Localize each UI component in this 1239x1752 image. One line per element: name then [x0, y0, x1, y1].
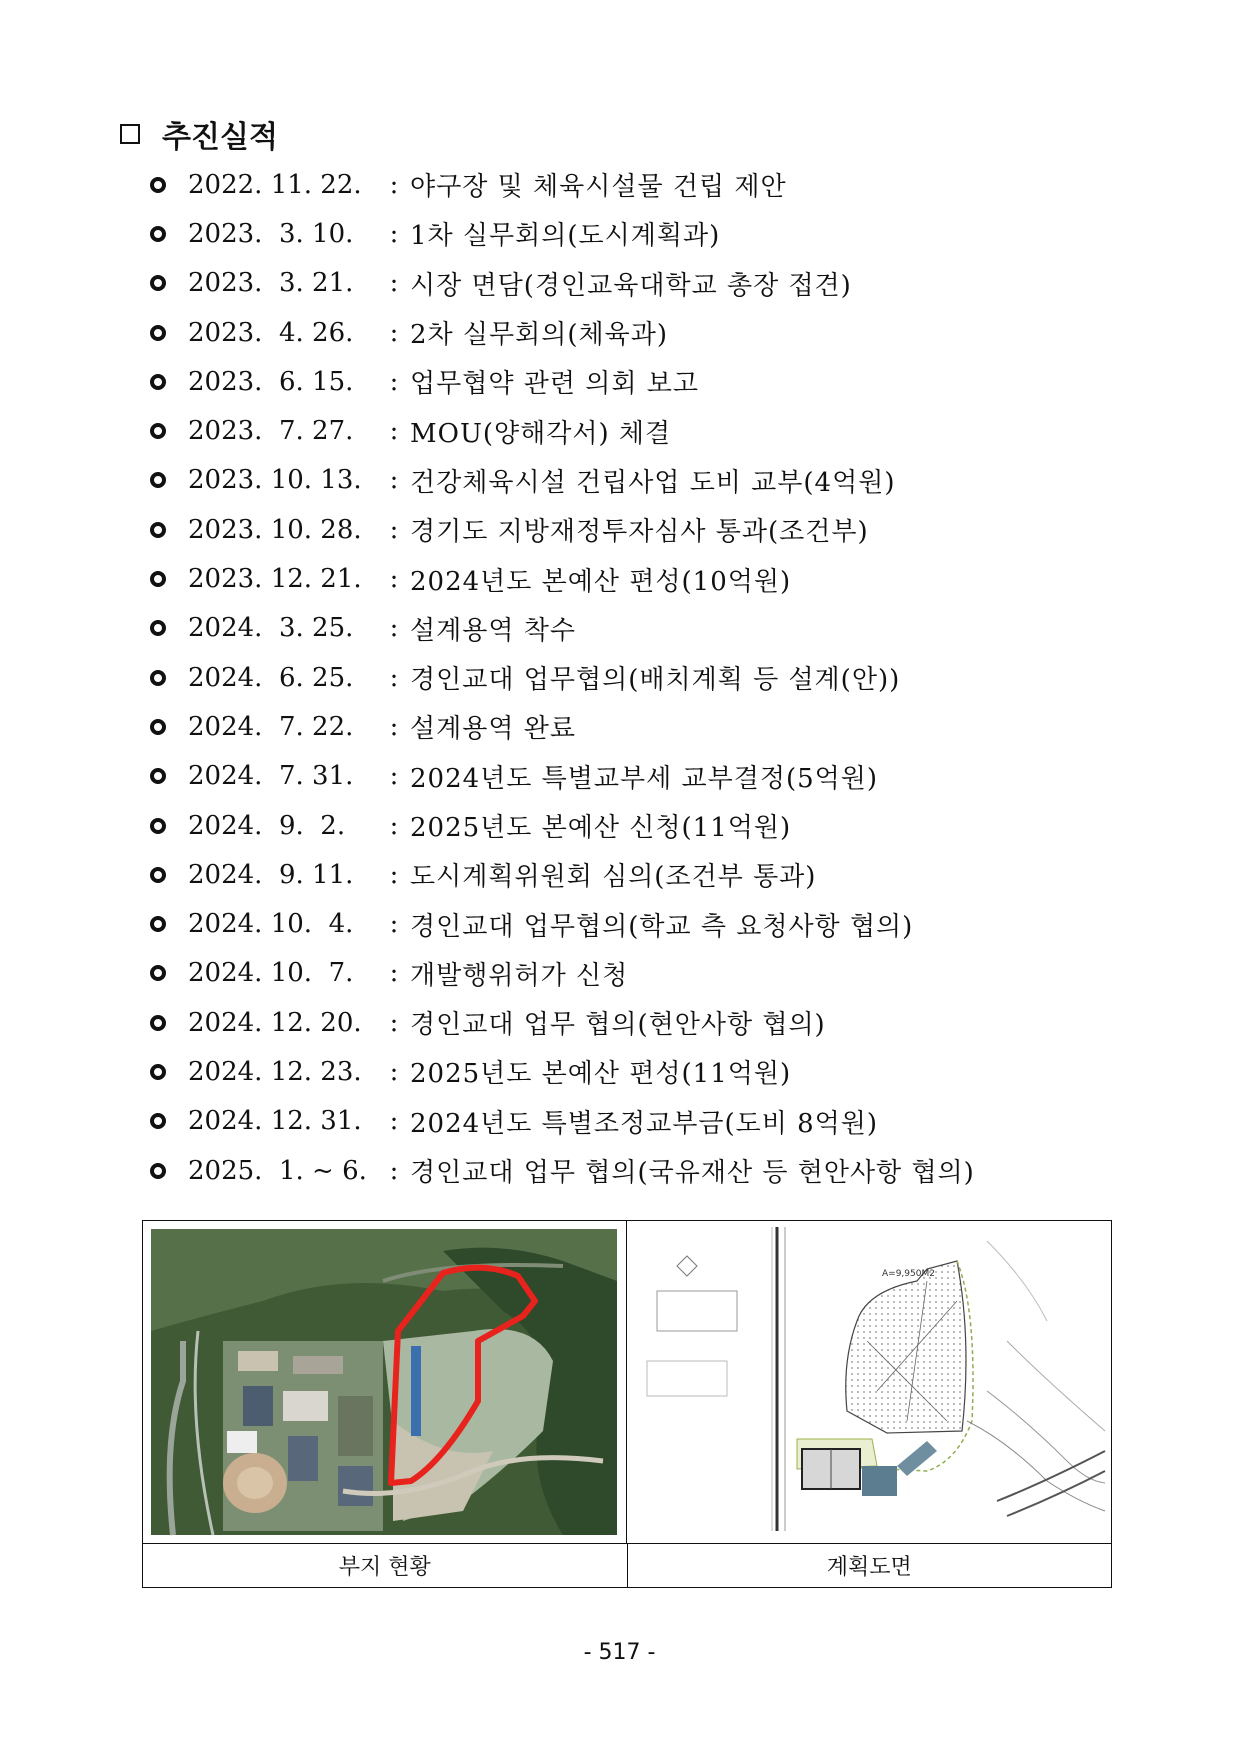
timeline-item — [150, 505, 975, 554]
timeline-text: 2차 실무회의(체육과) — [410, 320, 669, 351]
timeline-item — [150, 1047, 975, 1096]
timeline-date: 2024. 3. 25. — [188, 613, 354, 644]
timeline-date: 2024. 10. 7. — [188, 958, 354, 989]
section-title: 추진실적 — [162, 120, 278, 155]
section-heading — [120, 112, 278, 156]
bullet-icon — [150, 719, 166, 735]
timeline-item — [150, 209, 975, 258]
bullet-icon — [150, 867, 166, 883]
timeline-separator: : — [389, 268, 399, 299]
page-number: - 517 - — [583, 1640, 656, 1665]
timeline-date: 2024. 9. 11. — [188, 859, 354, 890]
timeline-item — [150, 554, 975, 603]
timeline-text: 야구장 및 체육시설물 건립 제안 — [410, 172, 787, 203]
bullet-icon — [150, 1113, 166, 1129]
timeline-item — [150, 850, 975, 899]
timeline-separator: : — [389, 909, 399, 940]
timeline-text: 경인교대 업무 협의(국유재산 등 현안사항 협의) — [410, 1158, 975, 1189]
timeline-text: 건강체육시설 건립사업 도비 교부(4억원) — [410, 467, 896, 498]
bullet-icon — [150, 522, 166, 538]
timeline-text: 경인교대 업무 협의(현안사항 협의) — [410, 1010, 826, 1041]
timeline-separator: : — [389, 1056, 399, 1087]
timeline-text: 2025년도 본예산 신청(11억원) — [410, 813, 792, 843]
timeline-item — [150, 899, 975, 948]
timeline-item — [150, 949, 975, 998]
timeline-text: 경인교대 업무협의(학교 측 요청사항 협의) — [410, 911, 914, 942]
bullet-icon — [150, 670, 166, 686]
timeline-text: 경인교대 업무협의(배치계획 등 설계(안)) — [410, 665, 901, 696]
timeline-date: 2023. 4. 26. — [188, 317, 354, 348]
bullet-icon — [150, 1015, 166, 1031]
timeline-separator: : — [389, 317, 399, 348]
bullet-icon — [150, 620, 166, 636]
timeline-text: MOU(양해각서) 체결 — [410, 418, 672, 449]
timeline-date: 2024. 9. 2. — [188, 810, 346, 841]
timeline-date: 2024. 6. 25. — [188, 662, 354, 693]
timeline-text: 설계용역 착수 — [410, 615, 576, 646]
timeline-separator: : — [389, 465, 399, 496]
timeline-text: 2024년도 특별교부세 교부결정(5억원) — [410, 763, 879, 794]
bullet-icon — [150, 818, 166, 834]
timeline-date: 2023. 3. 21. — [188, 268, 354, 299]
timeline-date: 2023. 3. 10. — [188, 218, 354, 249]
bullet-icon — [150, 1064, 166, 1080]
checkbox-icon — [120, 124, 140, 144]
bullet-icon — [150, 423, 166, 439]
timeline-separator: : — [389, 1007, 399, 1038]
bullet-icon — [150, 177, 166, 193]
plan-drawing-cell — [627, 1221, 1111, 1543]
timeline-text: 2024년도 특별조정교부금(도비 8억원) — [410, 1108, 879, 1139]
site-plan-drawing — [627, 1221, 1111, 1543]
timeline-item — [150, 653, 975, 702]
timeline-date: 2025. 1. ~ 6. — [188, 1155, 367, 1186]
bullet-icon — [150, 1163, 166, 1179]
timeline-separator: : — [389, 810, 399, 841]
timeline-item — [150, 752, 975, 801]
timeline-date: 2024. 12. 23. — [188, 1056, 362, 1087]
timeline-date: 2024. 10. 4. — [188, 909, 354, 940]
plan-area-label: A=9,950M2 — [882, 1269, 935, 1279]
timeline-list — [150, 160, 975, 1195]
timeline-separator: : — [389, 662, 399, 693]
timeline-separator: : — [389, 613, 399, 644]
timeline-text: 업무협약 관련 의회 보고 — [410, 369, 699, 400]
timeline-date: 2022. 11. 22. — [188, 169, 362, 200]
timeline-date: 2024. 7. 22. — [188, 711, 354, 742]
timeline-text: 설계용역 완료 — [410, 714, 576, 745]
timeline-date: 2023. 10. 13. — [188, 465, 362, 496]
site-photo-cell — [143, 1221, 627, 1543]
timeline-date: 2024. 12. 20. — [188, 1007, 362, 1038]
timeline-item — [150, 259, 975, 308]
bullet-icon — [150, 325, 166, 341]
timeline-item — [150, 604, 975, 653]
bullet-icon — [150, 374, 166, 390]
aerial-site-photo — [143, 1221, 625, 1543]
timeline-item — [150, 1146, 975, 1195]
timeline-item — [150, 406, 975, 455]
timeline-item — [150, 702, 975, 751]
timeline-text: 도시계획위원회 심의(조건부 통과) — [410, 862, 817, 893]
timeline-date: 2023. 12. 21. — [188, 564, 362, 595]
timeline-separator: : — [389, 1106, 399, 1137]
timeline-separator: : — [389, 564, 399, 595]
bullet-icon — [150, 965, 166, 981]
timeline-text: 시장 면담(경인교육대학교 총장 접견) — [410, 270, 852, 301]
site-photo-caption: 부지 현황 — [143, 1544, 628, 1587]
timeline-date: 2023. 6. 15. — [188, 366, 354, 397]
timeline-item — [150, 1097, 975, 1146]
timeline-item — [150, 801, 975, 850]
plan-drawing-caption: 계획도면 — [826, 1555, 912, 1580]
timeline-date: 2023. 7. 27. — [188, 416, 354, 447]
timeline-text: 1차 실무회의(도시계획과) — [410, 221, 721, 252]
timeline-text: 개발행위허가 신청 — [410, 960, 629, 991]
timeline-separator: : — [389, 761, 399, 792]
timeline-separator: : — [389, 514, 399, 545]
timeline-item — [150, 160, 975, 209]
timeline-separator: : — [389, 1155, 399, 1186]
timeline-item — [150, 308, 975, 357]
bullet-icon — [150, 571, 166, 587]
timeline-separator: : — [389, 711, 399, 742]
bullet-icon — [150, 226, 166, 242]
bullet-icon — [150, 916, 166, 932]
timeline-item — [150, 998, 975, 1047]
image-table — [142, 1220, 1112, 1588]
timeline-separator: : — [389, 169, 399, 200]
timeline-text: 경기도 지방재정투자심사 통과(조건부) — [410, 517, 869, 548]
bullet-icon — [150, 768, 166, 784]
timeline-separator: : — [389, 416, 399, 447]
timeline-date: 2024. 7. 31. — [188, 761, 354, 792]
timeline-item — [150, 357, 975, 406]
timeline-separator: : — [389, 859, 399, 890]
timeline-item — [150, 456, 975, 505]
bullet-icon — [150, 472, 166, 488]
timeline-separator: : — [389, 218, 399, 249]
bullet-icon — [150, 275, 166, 291]
timeline-separator: : — [389, 958, 399, 989]
timeline-separator: : — [389, 366, 399, 397]
caption-row — [143, 1543, 1111, 1587]
timeline-date: 2024. 12. 31. — [188, 1106, 362, 1137]
timeline-text: 2024년도 본예산 편성(10억원) — [410, 566, 792, 597]
timeline-text: 2025년도 본예산 편성(11억원) — [410, 1059, 792, 1090]
timeline-date: 2023. 10. 28. — [188, 514, 362, 545]
